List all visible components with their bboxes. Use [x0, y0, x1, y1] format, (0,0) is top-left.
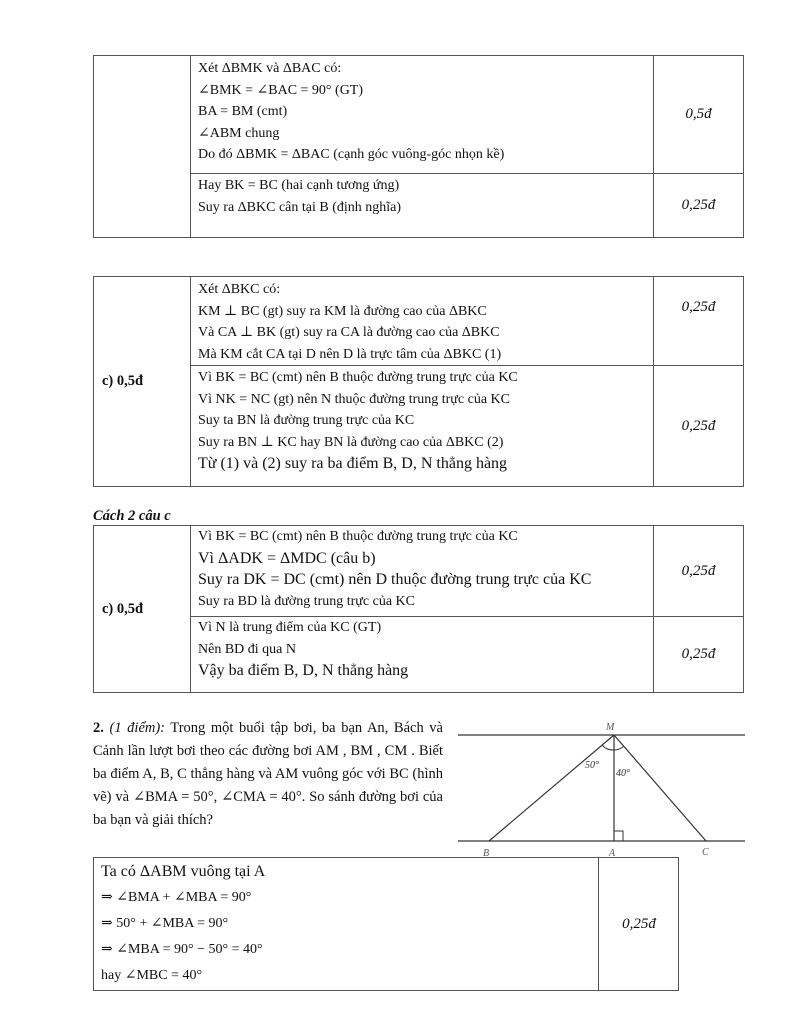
segment-mc — [614, 735, 706, 841]
grading-table-2 — [93, 276, 744, 487]
angle-label-right: 40° — [616, 768, 630, 779]
problem-points: (1 điểm): — [109, 720, 166, 736]
solution-line: Suy ra BD là đường trung trực của KC — [198, 593, 415, 609]
solution-cell — [191, 617, 654, 693]
solution-line: Vì ΔADK = ΔMDC (câu b) — [198, 549, 376, 567]
angle-label-left: 50° — [585, 760, 599, 771]
alternative-caption: Cách 2 câu c — [93, 508, 171, 524]
part-cell — [94, 526, 191, 693]
part-label: c) 0,5đ — [102, 600, 144, 617]
solution-line: ∠ABM chung — [198, 125, 280, 141]
problem-number: 2. — [93, 720, 104, 736]
label-m: M — [606, 722, 615, 733]
solution-line: Xét ΔBKC có: — [198, 282, 281, 297]
label-c: C — [702, 847, 709, 858]
solution-line: hay ∠MBC = 40° — [101, 968, 203, 983]
table-row — [94, 617, 744, 693]
solution-line: ⇒ ∠MBA = 90° − 50° = 40° — [101, 942, 263, 957]
score-cell: 0,25đ — [654, 277, 744, 366]
part-cell — [94, 56, 191, 238]
solution-line: Suy ra BN ⊥ KC hay BN là đường cao của ΔBKC (2) — [198, 434, 504, 450]
geometry-figure — [455, 715, 750, 860]
table-row — [94, 526, 744, 617]
solution-line: Do đó ΔBMK = ΔBAC (cạnh góc vuông-góc nhọn kề) — [198, 147, 505, 162]
solution-cell — [191, 277, 654, 366]
solution-line: Ta có ΔABM vuông tại A — [101, 863, 266, 880]
solution-cell — [191, 56, 654, 174]
right-angle-mark — [614, 831, 623, 841]
solution-cell — [94, 858, 598, 990]
solution-line: Vậy ba điểm B, D, N thẳng hàng — [198, 662, 409, 679]
angle-arc-left — [602, 745, 614, 750]
solution-line: Vì N là trung điểm của KC (GT) — [198, 620, 382, 635]
solution-line: Từ (1) và (2) suy ra ba điểm B, D, N thẳng hàng — [198, 455, 508, 472]
solution-line: Mà KM cắt CA tại D nên D là trực tâm của ΔBKC (1) — [198, 346, 502, 362]
solution-line: Nên BD đi qua N — [198, 641, 296, 657]
solution-line: ⇒ ∠BMA + ∠MBA = 90° — [101, 890, 252, 905]
score-cell: 0,25đ — [654, 526, 744, 617]
score-cell: 0,25đ — [598, 858, 679, 990]
solution-line: Vì NK = NC (gt) nên N thuộc đường trung trực của KC — [198, 391, 510, 407]
solution-line: KM ⊥ BC (gt) suy ra KM là đường cao của ΔBKC — [198, 303, 487, 319]
solution-line: ⇒ 50° + ∠MBA = 90° — [101, 916, 229, 931]
solution-cell — [191, 526, 654, 617]
solution-cell — [191, 366, 654, 487]
solution-line: Vì BK = BC (cmt) nên B thuộc đường trung trực của KC — [198, 529, 518, 544]
solution-line: Vì BK = BC (cmt) nên B thuộc đường trung trực của KC — [198, 370, 518, 385]
solution-line: Hay BK = BC (hai cạnh tương ứng) — [198, 178, 400, 193]
score-cell: 0,25đ — [654, 366, 744, 487]
score-cell: 0,5đ — [654, 56, 744, 174]
solution-line: ∠BMK = ∠BAC = 90° (GT) — [198, 82, 364, 98]
solution-line: Suy ta BN là đường trung trực của KC — [198, 413, 415, 428]
part-label: c) 0,5đ — [102, 373, 144, 389]
solution-line: Suy ra ΔBKC cân tại B (định nghĩa) — [198, 199, 402, 215]
solution-line: BA = BM (cmt) — [198, 104, 288, 119]
table-row — [94, 366, 744, 487]
solution-line: Xét ΔBMK và ΔBAC có: — [198, 61, 342, 76]
solution-line: Suy ra DK = DC (cmt) nên D thuộc đường trung trực của KC — [198, 571, 592, 588]
table-row — [94, 277, 744, 366]
segment-mb — [489, 735, 614, 841]
table-row — [94, 174, 744, 238]
table-row — [94, 56, 744, 174]
solution-line: Và CA ⊥ BK (gt) suy ra CA là đường cao của ΔBKC — [198, 325, 500, 340]
score-cell: 0,25đ — [654, 617, 744, 693]
problem-2 — [93, 717, 443, 832]
grading-table-1 — [93, 55, 744, 238]
label-b: B — [483, 848, 490, 859]
part-cell — [94, 277, 191, 487]
grading-table-3 — [93, 525, 744, 693]
solution-cell — [191, 174, 654, 238]
problem-text: Trong một buổi tập bơi, ba bạn An, Bách và Cảnh lần lượt bơi theo các đường bơi AM , BM , CM . Biết ba điểm A, B, C thẳng hàng và AM vuông góc với BC (hình vẽ) và ∠BMA = 50°, ∠CMA = 40°. So sánh đường bơi của ba bạn và giải thích? — [93, 720, 443, 828]
label-a: A — [609, 848, 616, 859]
grading-table-4 — [93, 857, 679, 991]
angle-arc-right — [614, 746, 624, 750]
score-cell: 0,25đ — [654, 174, 744, 238]
